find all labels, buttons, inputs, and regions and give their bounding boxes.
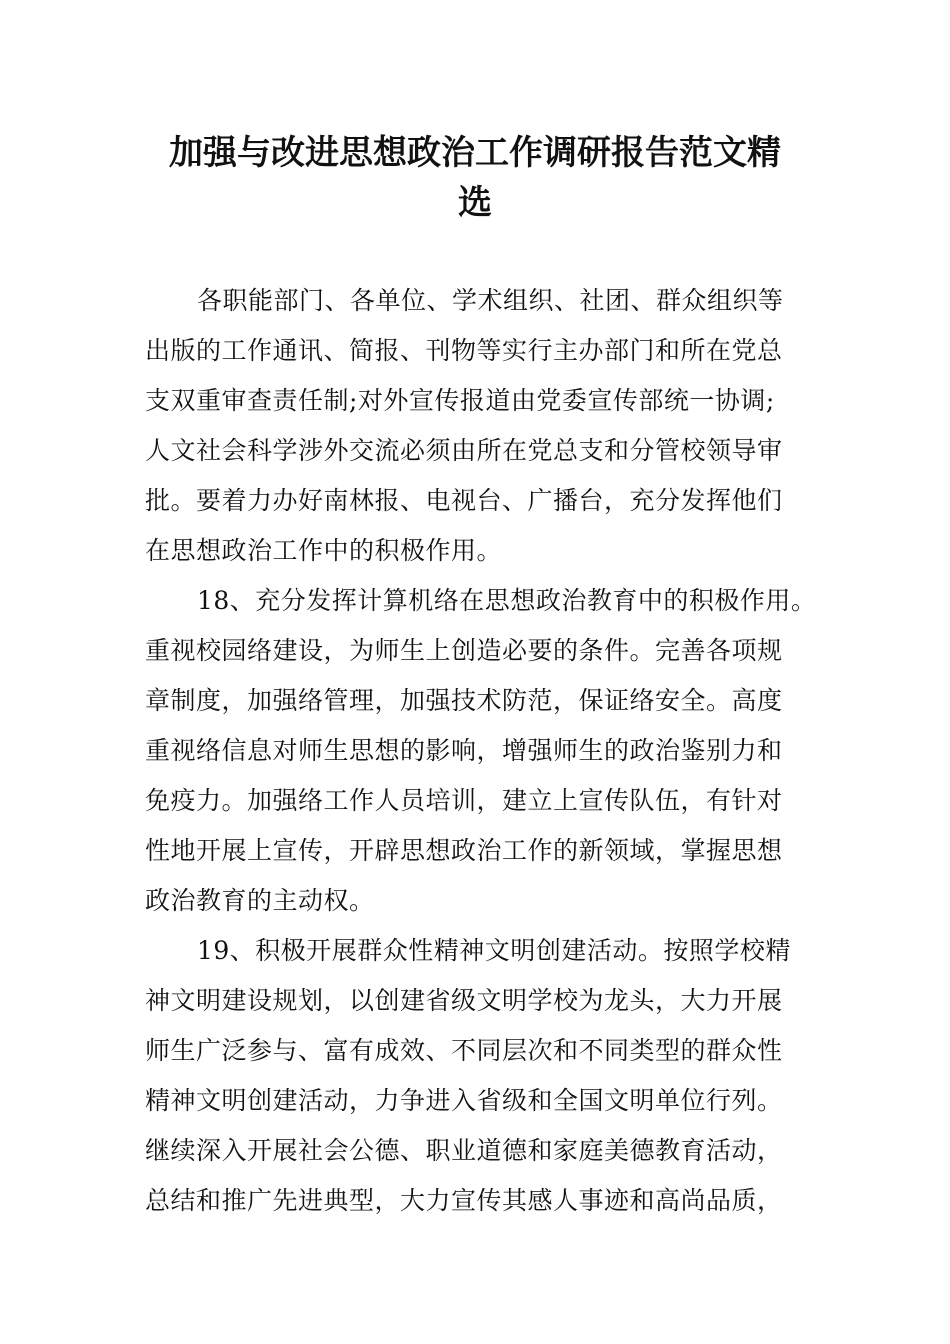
text-line: 在思想政治工作中的积极作用。 (145, 536, 503, 565)
text-line: 总结和推广先进典型，大力宣传其感人事迹和高尚品质， (145, 1186, 783, 1215)
text-line: 批。要着力办好南林报、电视台、广播台，充分发挥他们 (145, 486, 783, 515)
document-title (145, 128, 805, 228)
text-line: 出版的工作通讯、简报、刊物等实行主办部门和所在党总 (145, 336, 783, 365)
text-line: 章制度，加强络管理，加强技术防范，保证络安全。高度 (145, 686, 783, 715)
text-line: 师生广泛参与、富有成效、不同层次和不同类型的群众性 (145, 1036, 783, 1065)
text-line: 18、充分发挥计算机络在思想政治教育中的积极作用。 (197, 586, 817, 615)
paragraph-1 (145, 276, 825, 576)
text-line: 免疫力。加强络工作人员培训，建立上宣传队伍，有针对 (145, 786, 783, 815)
text-line: 性地开展上宣传，开辟思想政治工作的新领域，掌握思想 (145, 836, 783, 865)
text-line: 继续深入开展社会公德、职业道德和家庭美德教育活动， (145, 1136, 783, 1165)
title-line: 加强与改进思想政治工作调研报告范文精 (169, 133, 781, 173)
text-line: 各职能部门、各单位、学术组织、社团、群众组织等 (197, 286, 784, 315)
paragraph-3 (145, 926, 825, 1226)
text-line: 重视校园络建设，为师生上创造必要的条件。完善各项规 (145, 636, 783, 665)
text-line: 人文社会科学涉外交流必须由所在党总支和分管校领导审 (145, 436, 783, 465)
title-line: 选 (458, 183, 492, 223)
text-line: 重视络信息对师生思想的影响，增强师生的政治鉴别力和 (145, 736, 783, 765)
document-body (145, 276, 825, 1226)
text-line: 政治教育的主动权。 (145, 886, 375, 915)
paragraph-2 (145, 576, 825, 926)
text-line: 神文明建设规划，以创建省级文明学校为龙头，大力开展 (145, 986, 783, 1015)
text-line: 支双重审查责任制;对外宣传报道由党委宣传部统一协调; (145, 386, 775, 415)
text-line: 精神文明创建活动，力争进入省级和全国文明单位行列。 (145, 1086, 783, 1115)
text-line: 19、积极开展群众性精神文明创建活动。按照学校精 (197, 936, 791, 965)
